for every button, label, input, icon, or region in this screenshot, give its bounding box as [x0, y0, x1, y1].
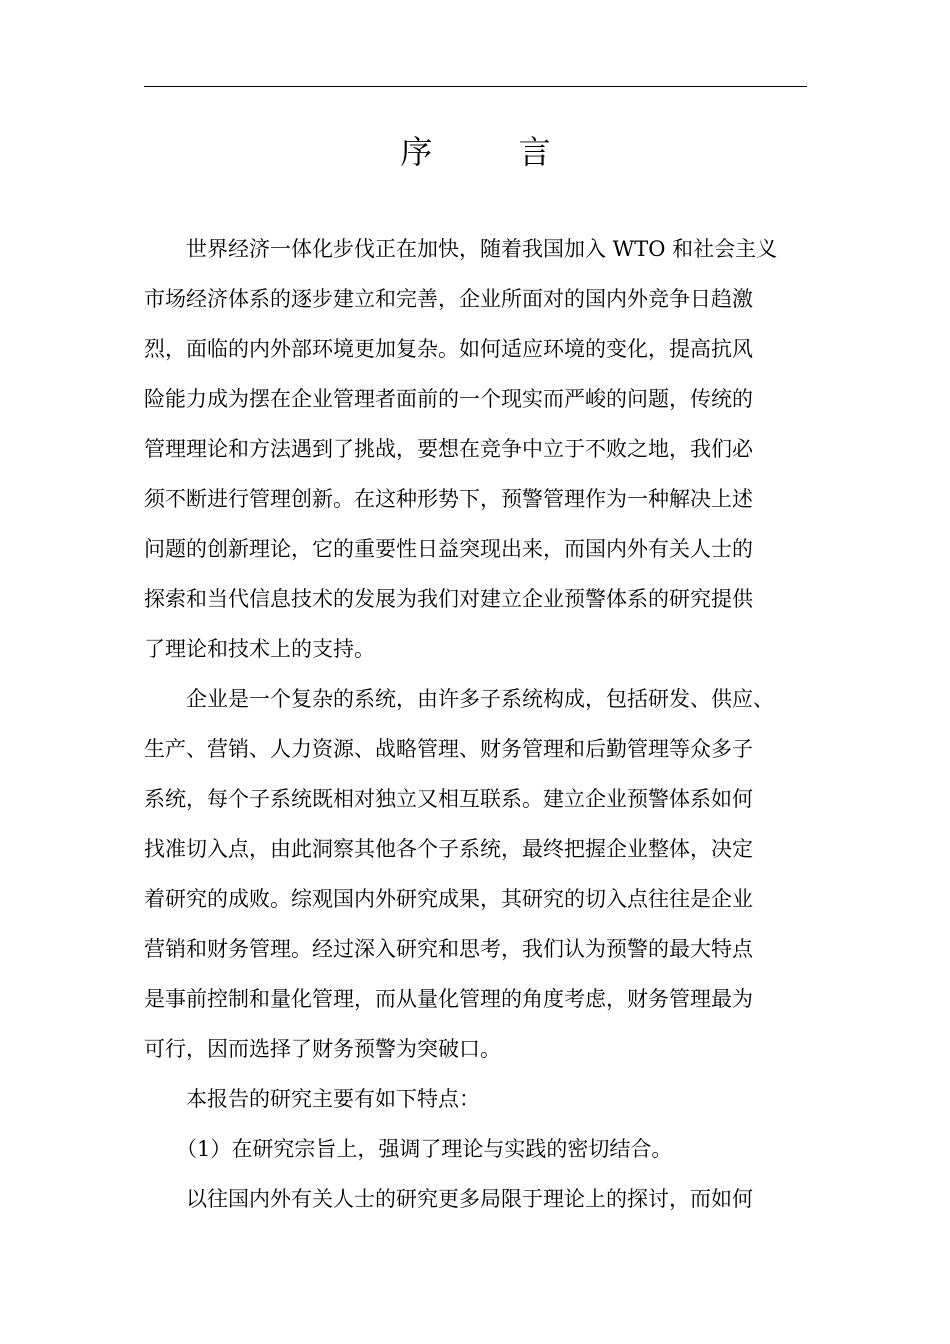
- paragraph-line: 营销和财务管理。经过深入研究和思考，我们认为预警的最大特点: [144, 937, 753, 961]
- paragraph-line: 是事前控制和量化管理，而从量化管理的角度考虑，财务管理最为: [144, 987, 753, 1011]
- paragraph-line: 管理理论和方法遇到了挑战，要想在竞争中立于不败之地，我们必: [144, 437, 753, 461]
- header-rule: [144, 86, 807, 87]
- list-item: （1）在研究宗旨上，强调了理论与实践的密切结合。: [176, 1137, 673, 1161]
- paragraph-line: 本报告的研究主要有如下特点：: [186, 1087, 480, 1111]
- paragraph-line: 了理论和技术上的支持。: [144, 637, 375, 661]
- paragraph-line: 问题的创新理论，它的重要性日益突现出来，而国内外有关人士的: [144, 537, 753, 561]
- paragraph-line: 找准切入点，由此洞察其他各个子系统，最终把握企业整体，决定: [144, 837, 753, 861]
- paragraph-line: 着研究的成败。综观国内外研究成果，其研究的切入点往往是企业: [144, 887, 753, 911]
- paragraph-line: 市场经济体系的逐步建立和完善，企业所面对的国内外竞争日趋激: [144, 287, 753, 311]
- page-title: 序 言: [400, 133, 589, 171]
- paragraph-line: 以往国内外有关人士的研究更多局限于理论上的探讨，而如何: [186, 1187, 753, 1211]
- paragraph-line: 生产、营销、人力资源、战略管理、财务管理和后勤管理等众多子: [144, 737, 753, 761]
- paragraph-line: 须不断进行管理创新。在这种形势下，预警管理作为一种解决上述: [144, 487, 753, 511]
- paragraph-line: 企业是一个复杂的系统，由许多子系统构成，包括研发、供应、: [186, 687, 774, 711]
- paragraph-line: 烈，面临的内外部环境更加复杂。如何适应环境的变化，提高抗风: [144, 337, 753, 361]
- paragraph-line: 探索和当代信息技术的发展为我们对建立企业预警体系的研究提供: [144, 587, 753, 611]
- paragraph-line: 可行，因而选择了财务预警为突破口。: [144, 1037, 501, 1061]
- paragraph-line: 世界经济一体化步伐正在加快，随着我国加入 WTO 和社会主义: [186, 237, 778, 261]
- paragraph-line: 险能力成为摆在企业管理者面前的一个现实而严峻的问题，传统的: [144, 387, 753, 411]
- paragraph-line: 系统，每个子系统既相对独立又相互联系。建立企业预警体系如何: [144, 787, 753, 811]
